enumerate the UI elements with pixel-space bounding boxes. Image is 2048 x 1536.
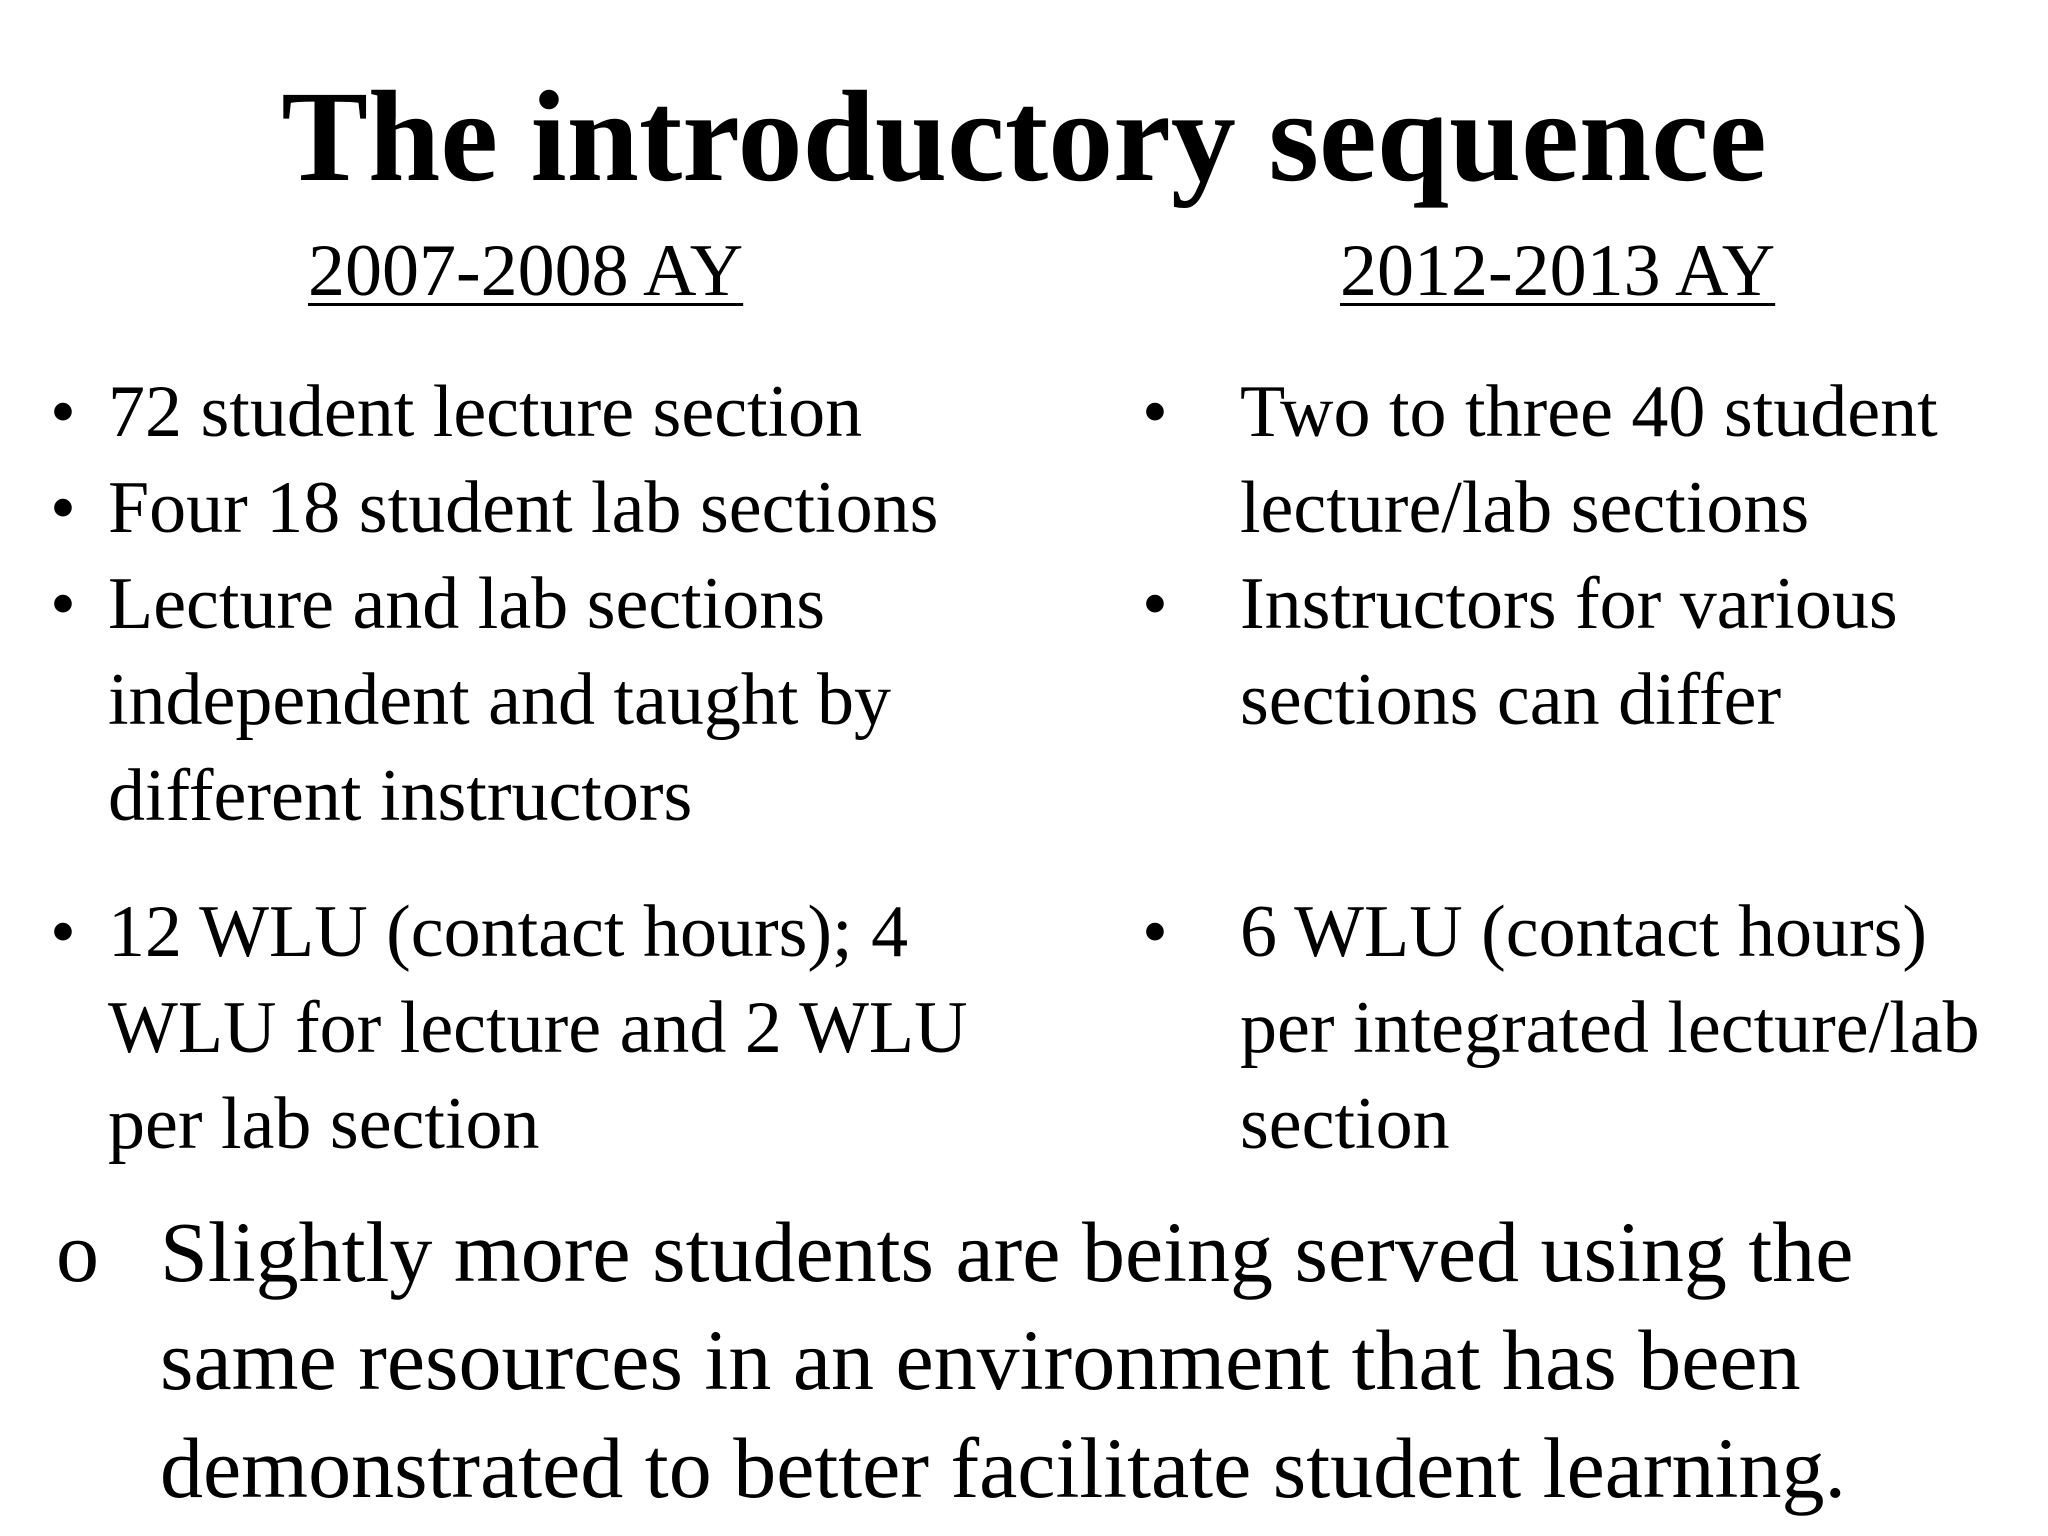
slide-title: The introductory sequence (281, 65, 1767, 209)
right-column-bullet-list (1130, 364, 2030, 1172)
right-bullet-text: Instructors for various sections can differ (1240, 563, 1898, 741)
bullet-icon: • (1142, 371, 1168, 453)
right-bullet-item (1130, 556, 2030, 748)
left-bullet-item (50, 884, 1040, 1172)
right-bullet-text: 6 WLU (contact hours) per integrated lecture/lab section (1240, 891, 1980, 1165)
bullet-icon: • (50, 371, 76, 453)
left-bullet-item (50, 556, 1040, 844)
left-bullet-item (50, 460, 1040, 556)
left-bullet-item (50, 364, 1040, 460)
hollow-bullet-icon: o (56, 1204, 99, 1300)
right-bullet-item (1130, 884, 2030, 1172)
left-column-heading: 2007-2008 AY (308, 230, 744, 312)
left-bullet-text: 72 student lecture section (108, 371, 863, 453)
left-bullet-text: Lecture and lab sections independent and taught by different instructors (108, 563, 891, 837)
bullet-icon: • (1142, 563, 1168, 645)
bullet-icon: • (1142, 891, 1168, 973)
bullet-icon: • (50, 467, 76, 549)
right-bullet-item (1130, 364, 2030, 556)
conclusion-text: Slightly more students are being served using the same resources in an environment that has been demonstrated to better facilitate student learning. (160, 1204, 1854, 1516)
bullet-icon: • (50, 563, 76, 645)
left-column-bullet-list (50, 364, 1040, 1172)
right-bullet-text: Two to three 40 student lecture/lab sections (1240, 371, 1938, 549)
conclusion (56, 1198, 2016, 1522)
bullet-icon: • (50, 891, 76, 973)
left-bullet-text: Four 18 student lab sections (108, 467, 939, 549)
right-column-heading: 2012-2013 AY (1340, 230, 1776, 312)
left-bullet-text: 12 WLU (contact hours); 4 WLU for lecture and 2 WLU per lab section (108, 891, 968, 1165)
